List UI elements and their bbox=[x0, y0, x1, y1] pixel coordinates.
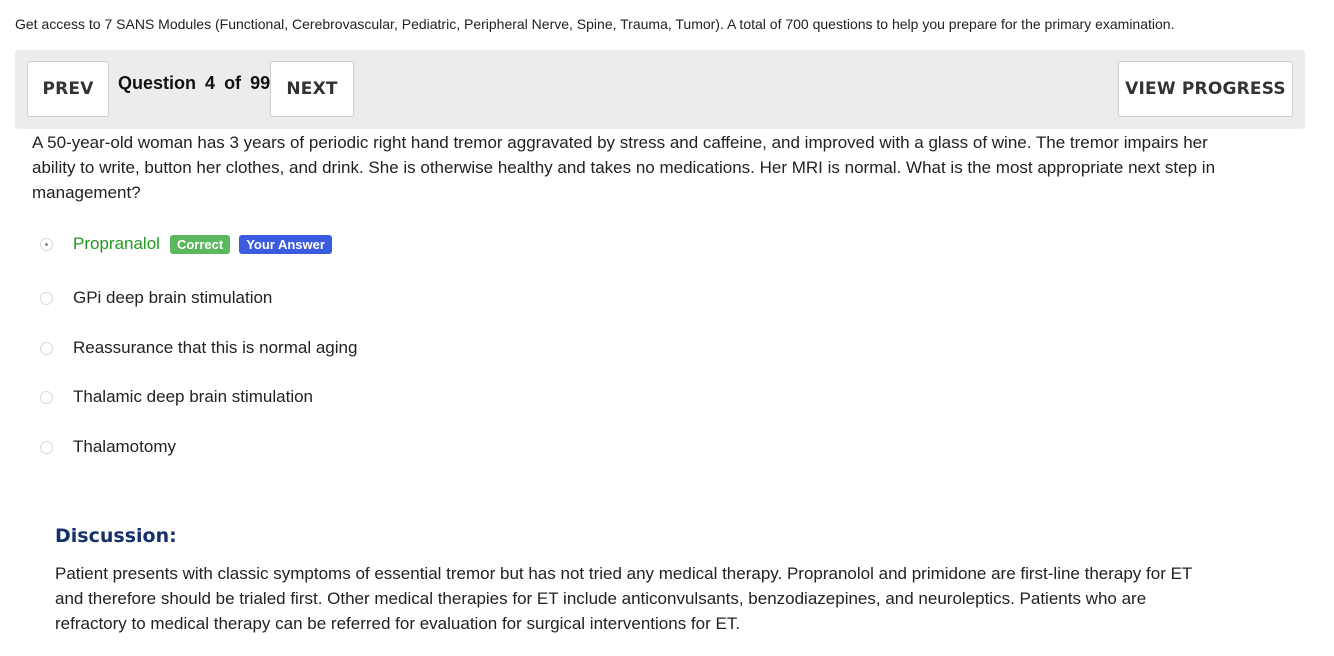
option-label: Thalamic deep brain stimulation bbox=[73, 387, 314, 406]
answer-option[interactable] bbox=[40, 230, 332, 258]
question-word: Question bbox=[118, 73, 197, 93]
option-label: Propranalol bbox=[73, 234, 160, 253]
prev-button[interactable]: PREV bbox=[27, 61, 109, 117]
radio-button[interactable] bbox=[40, 238, 53, 251]
next-button[interactable]: NEXT bbox=[270, 61, 354, 117]
answer-option[interactable] bbox=[40, 435, 176, 459]
view-progress-button[interactable]: VIEW PROGRESS bbox=[1118, 61, 1293, 117]
question-text: A 50-year-old woman has 3 years of periodic right hand tremor aggravated by stress and caffeine, and improved with a glass of wine. The tremor impairs her ability to write, button her clothes, and drink. She is otherwise healthy and takes no medications. Her MRI is normal. What is the most appropriate next step in management? bbox=[32, 133, 1216, 202]
question-nav-bar bbox=[15, 50, 1305, 129]
discussion-title: Discussion: bbox=[55, 525, 177, 547]
question-of-word: of bbox=[224, 73, 242, 93]
radio-button[interactable] bbox=[40, 391, 53, 404]
radio-button[interactable] bbox=[40, 342, 53, 355]
correct-badge: Correct bbox=[170, 235, 230, 254]
option-label: GPi deep brain stimulation bbox=[73, 288, 273, 307]
question-total: 99 bbox=[250, 73, 271, 93]
radio-button[interactable] bbox=[40, 441, 53, 454]
option-label: Thalamotomy bbox=[73, 437, 176, 456]
your-answer-badge: Your Answer bbox=[239, 235, 332, 254]
promo-banner-text: Get access to 7 SANS Modules (Functional, Cerebrovascular, Pediatric, Peripheral Nerve, Spine, Trauma, Tumor). A total of 700 questions to help you prepare for the primary examination. bbox=[15, 16, 1175, 32]
answer-option[interactable] bbox=[40, 336, 357, 360]
question-current: 4 bbox=[205, 73, 216, 93]
radio-button[interactable] bbox=[40, 292, 53, 305]
answer-option[interactable] bbox=[40, 286, 272, 310]
discussion-text: Patient presents with classic symptoms of essential tremor but has not tried any medical therapy. Propranolol and primidone are first-line therapy for ET and therefore should be trialed first. Other medical therapies for ET include anticonvulsants, benzodiazepines, and neuroleptics. Patients who are refractory to medical therapy can be referred for evaluation for surgical interventions for ET. bbox=[55, 564, 1193, 633]
option-label: Reassurance that this is normal aging bbox=[73, 338, 358, 357]
answer-option[interactable] bbox=[40, 385, 313, 409]
question-counter bbox=[118, 73, 274, 94]
